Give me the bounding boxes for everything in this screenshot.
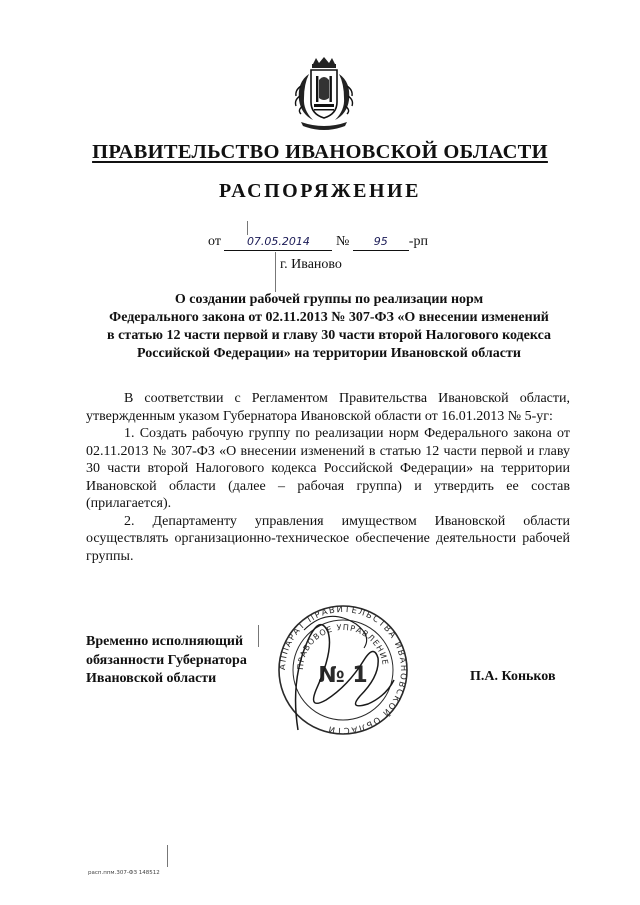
number-sign: №	[335, 234, 350, 249]
signer-position-line: Временно исполняющий	[86, 634, 244, 649]
scan-mark	[167, 845, 168, 867]
official-seal-stamp	[268, 600, 418, 740]
document-body	[86, 390, 570, 565]
seal-inner-text: ПРАВОВОЕ УПРАВЛЕНИЕ	[295, 622, 390, 671]
city-line: г. Иваново	[280, 257, 342, 272]
coat-of-arms-icon	[291, 56, 357, 130]
subject-line: в статью 12 части первой и главу 30 части второй Налогового кодекса	[107, 328, 551, 343]
signer-position-line: обязанности Губернатора	[86, 652, 247, 668]
scan-mark	[275, 252, 276, 292]
document-type-title: РАСПОРЯЖЕНИЕ	[219, 180, 421, 202]
file-code: расп.ппм.307-ФЗ 148512	[88, 870, 160, 876]
seal-number: № 1	[318, 663, 368, 688]
organization-title: ПРАВИТЕЛЬСТВО ИВАНОВСКОЙ ОБЛАСТИ	[92, 141, 548, 163]
scan-mark	[247, 221, 248, 235]
signer-name: П.А. Коньков	[470, 669, 556, 684]
preamble-paragraph: В соответствии с Регламентом Правительства Ивановской области, утвержденным указом Губернатора Ивановской области от 16.01.2013 № 5-уг:	[86, 391, 570, 424]
date-value: 07.05.2014	[224, 235, 332, 251]
subject-line: О создании рабочей группы по реализации норм	[174, 292, 484, 307]
item-1-paragraph: 1. Создать рабочую группу по реализации норм Федерального закона от 02.11.2013 № 307-ФЗ «О внесении изменений в статью 12 части первой и главу 30 части второй Налогового кодекса Российской Федерации» на территории Ивановской области (далее – рабочая группа) и утвердить ее состав (прилагается).	[86, 426, 570, 511]
signer-position-line: Ивановской области	[86, 671, 217, 686]
scan-mark	[258, 625, 259, 647]
seal-outer-text: АППАРАТ ПРАВИТЕЛЬСТВА ИВАНОВСКОЙ ОБЛАСТИ	[277, 604, 409, 736]
item-2-paragraph: 2. Департаменту управления имуществом Ивановской области осуществлять организационно-техническое обеспечение деятельности рабочей группы.	[86, 513, 570, 564]
subject-line: Федерального закона от 02.11.2013 № 307-ФЗ «О внесении изменений	[109, 310, 549, 325]
document-subject	[86, 291, 572, 363]
number-value: 95	[353, 235, 409, 251]
registration-line	[208, 234, 428, 251]
date-prefix: от	[208, 234, 221, 249]
subject-line: Российской Федерации» на территории Ивановской области	[137, 346, 521, 361]
number-suffix: -рп	[408, 234, 428, 249]
signer-position	[86, 633, 286, 689]
